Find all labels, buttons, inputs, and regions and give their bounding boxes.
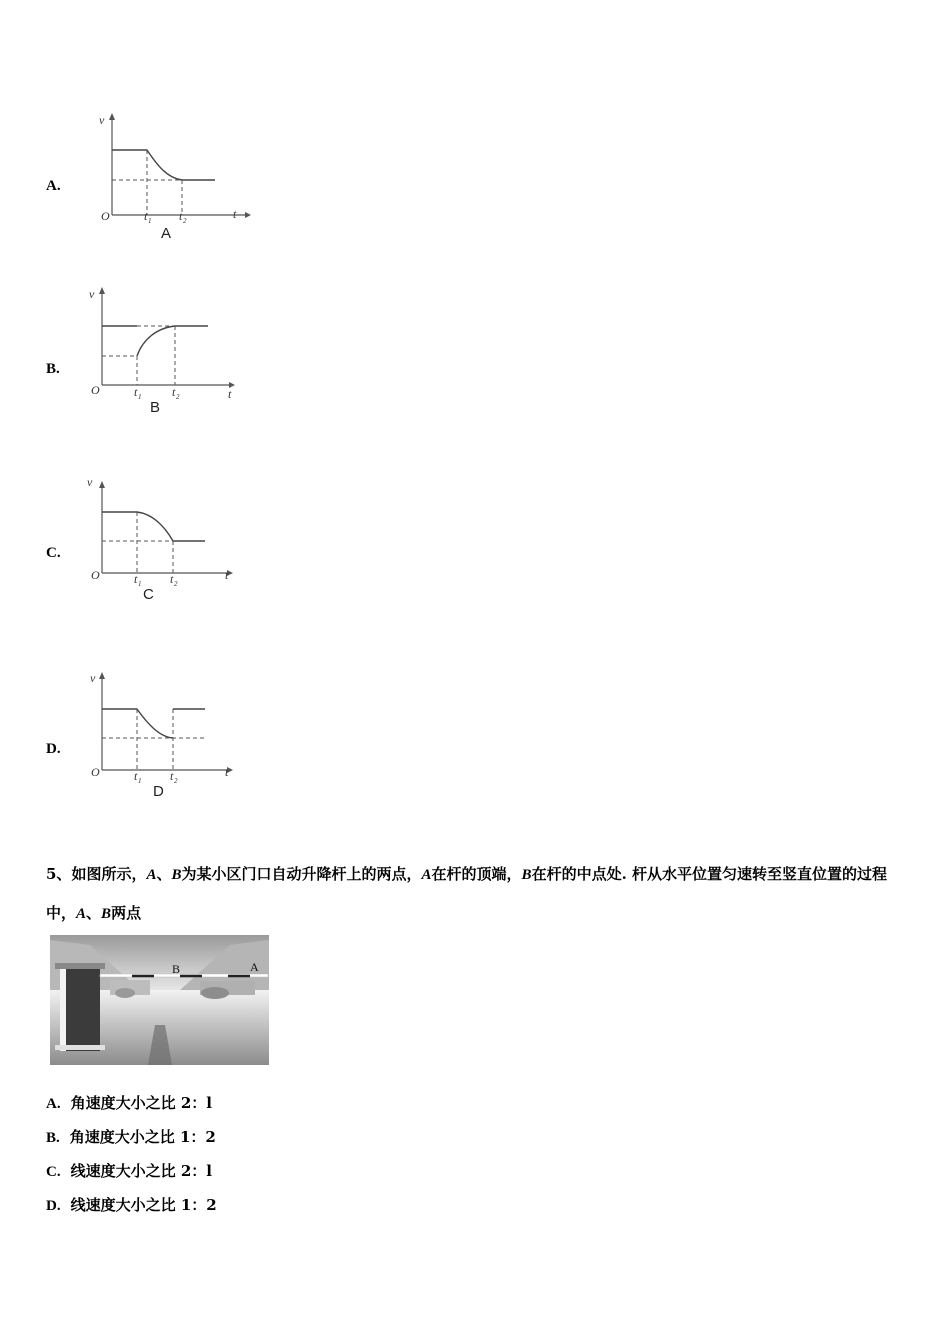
answer-d[interactable] bbox=[46, 1194, 217, 1215]
point-a: A bbox=[146, 867, 157, 883]
option-c-label: C. bbox=[46, 545, 61, 561]
t-axis-label: t bbox=[233, 207, 237, 221]
point-a-3: A bbox=[76, 906, 87, 922]
answer-a-text: 角速度大小之比 2：l bbox=[70, 1094, 212, 1112]
answer-a-letter: A. bbox=[46, 1096, 61, 1112]
origin-label: O bbox=[91, 383, 100, 397]
option-b-label: B. bbox=[46, 361, 60, 377]
car-right bbox=[201, 987, 229, 999]
label-a: A bbox=[250, 960, 259, 974]
origin-label: O bbox=[101, 209, 110, 223]
t1-label: t bbox=[134, 769, 138, 783]
answer-d-letter: D. bbox=[46, 1198, 61, 1214]
t-axis-label: t bbox=[225, 765, 229, 779]
answer-b-text: 角速度大小之比 1：2 bbox=[69, 1128, 216, 1146]
barrier-base bbox=[55, 1045, 105, 1050]
answer-c-letter: C. bbox=[46, 1164, 61, 1180]
barrier-post-edge bbox=[60, 969, 66, 1051]
v-axis-arrow bbox=[99, 481, 105, 488]
graph-caption: B bbox=[150, 399, 161, 416]
t1-sub: 1 bbox=[148, 217, 152, 225]
graph-caption: D bbox=[153, 783, 164, 800]
option-d-graph bbox=[85, 669, 245, 804]
t2-sub: 2 bbox=[174, 777, 178, 785]
t1-label: t bbox=[144, 209, 148, 223]
t2-label: t bbox=[179, 209, 183, 223]
question-number: 5、 bbox=[46, 865, 72, 883]
t2-sub: 2 bbox=[174, 580, 178, 588]
v-axis-label: v bbox=[99, 113, 105, 127]
velocity-curve bbox=[112, 150, 215, 180]
t1-sub: 1 bbox=[138, 580, 142, 588]
point-b-3: B bbox=[101, 906, 112, 922]
v-axis-arrow bbox=[109, 113, 115, 120]
t-axis-label: t bbox=[228, 387, 232, 401]
t2-label: t bbox=[170, 572, 174, 586]
separator-2: 、 bbox=[86, 904, 102, 922]
t1-label: t bbox=[134, 385, 138, 399]
v-axis-label: v bbox=[89, 287, 95, 301]
graph-caption: A bbox=[161, 225, 172, 242]
velocity-curve bbox=[137, 326, 208, 356]
t1-label: t bbox=[134, 572, 138, 586]
question-text-3: 在杆的顶端， bbox=[431, 865, 522, 883]
option-b-graph bbox=[85, 284, 245, 419]
label-b: B bbox=[172, 962, 181, 976]
option-a-label: A. bbox=[46, 178, 61, 194]
separator: 、 bbox=[156, 865, 172, 883]
origin-label: O bbox=[91, 568, 100, 582]
question-text-5: 两点 bbox=[111, 904, 142, 922]
t1-sub: 1 bbox=[138, 777, 142, 785]
answer-c-text: 线速度大小之比 2：l bbox=[70, 1162, 212, 1180]
barrier-gate-photo bbox=[50, 935, 269, 1065]
t2-label: t bbox=[172, 385, 176, 399]
velocity-curve bbox=[102, 512, 205, 541]
v-axis-label: v bbox=[87, 475, 93, 489]
option-d-label: D. bbox=[46, 741, 61, 757]
t-axis-label: t bbox=[225, 568, 229, 582]
barrier-cap bbox=[55, 963, 105, 969]
v-axis-arrow bbox=[99, 672, 105, 679]
t2-sub: 2 bbox=[183, 217, 187, 225]
answer-b[interactable] bbox=[46, 1126, 216, 1147]
option-c-graph bbox=[85, 472, 245, 607]
point-b: B bbox=[171, 867, 182, 883]
t-axis-arrow bbox=[245, 212, 251, 218]
v-axis-arrow bbox=[99, 287, 105, 294]
question-text-4: 在杆的中点处. 杆从水平位置匀速转至竖直位置的过程中， bbox=[46, 865, 888, 922]
point-a-2: A bbox=[421, 867, 432, 883]
option-a-graph bbox=[95, 110, 255, 245]
answer-b-letter: B. bbox=[46, 1130, 60, 1146]
answer-d-text: 线速度大小之比 1：2 bbox=[70, 1196, 217, 1214]
car-left bbox=[115, 988, 135, 998]
graph-caption: C bbox=[143, 586, 154, 603]
question-5 bbox=[46, 855, 916, 933]
t2-sub: 2 bbox=[176, 393, 180, 401]
t1-sub: 1 bbox=[138, 393, 142, 401]
answer-c[interactable] bbox=[46, 1160, 212, 1181]
question-text-2: 为某小区门口自动升降杆上的两点， bbox=[181, 865, 422, 883]
question-text-1: 如图所示， bbox=[71, 865, 147, 883]
point-b-2: B bbox=[521, 867, 532, 883]
origin-label: O bbox=[91, 765, 100, 779]
t2-label: t bbox=[170, 769, 174, 783]
v-axis-label: v bbox=[90, 671, 96, 685]
answer-a[interactable] bbox=[46, 1092, 212, 1113]
